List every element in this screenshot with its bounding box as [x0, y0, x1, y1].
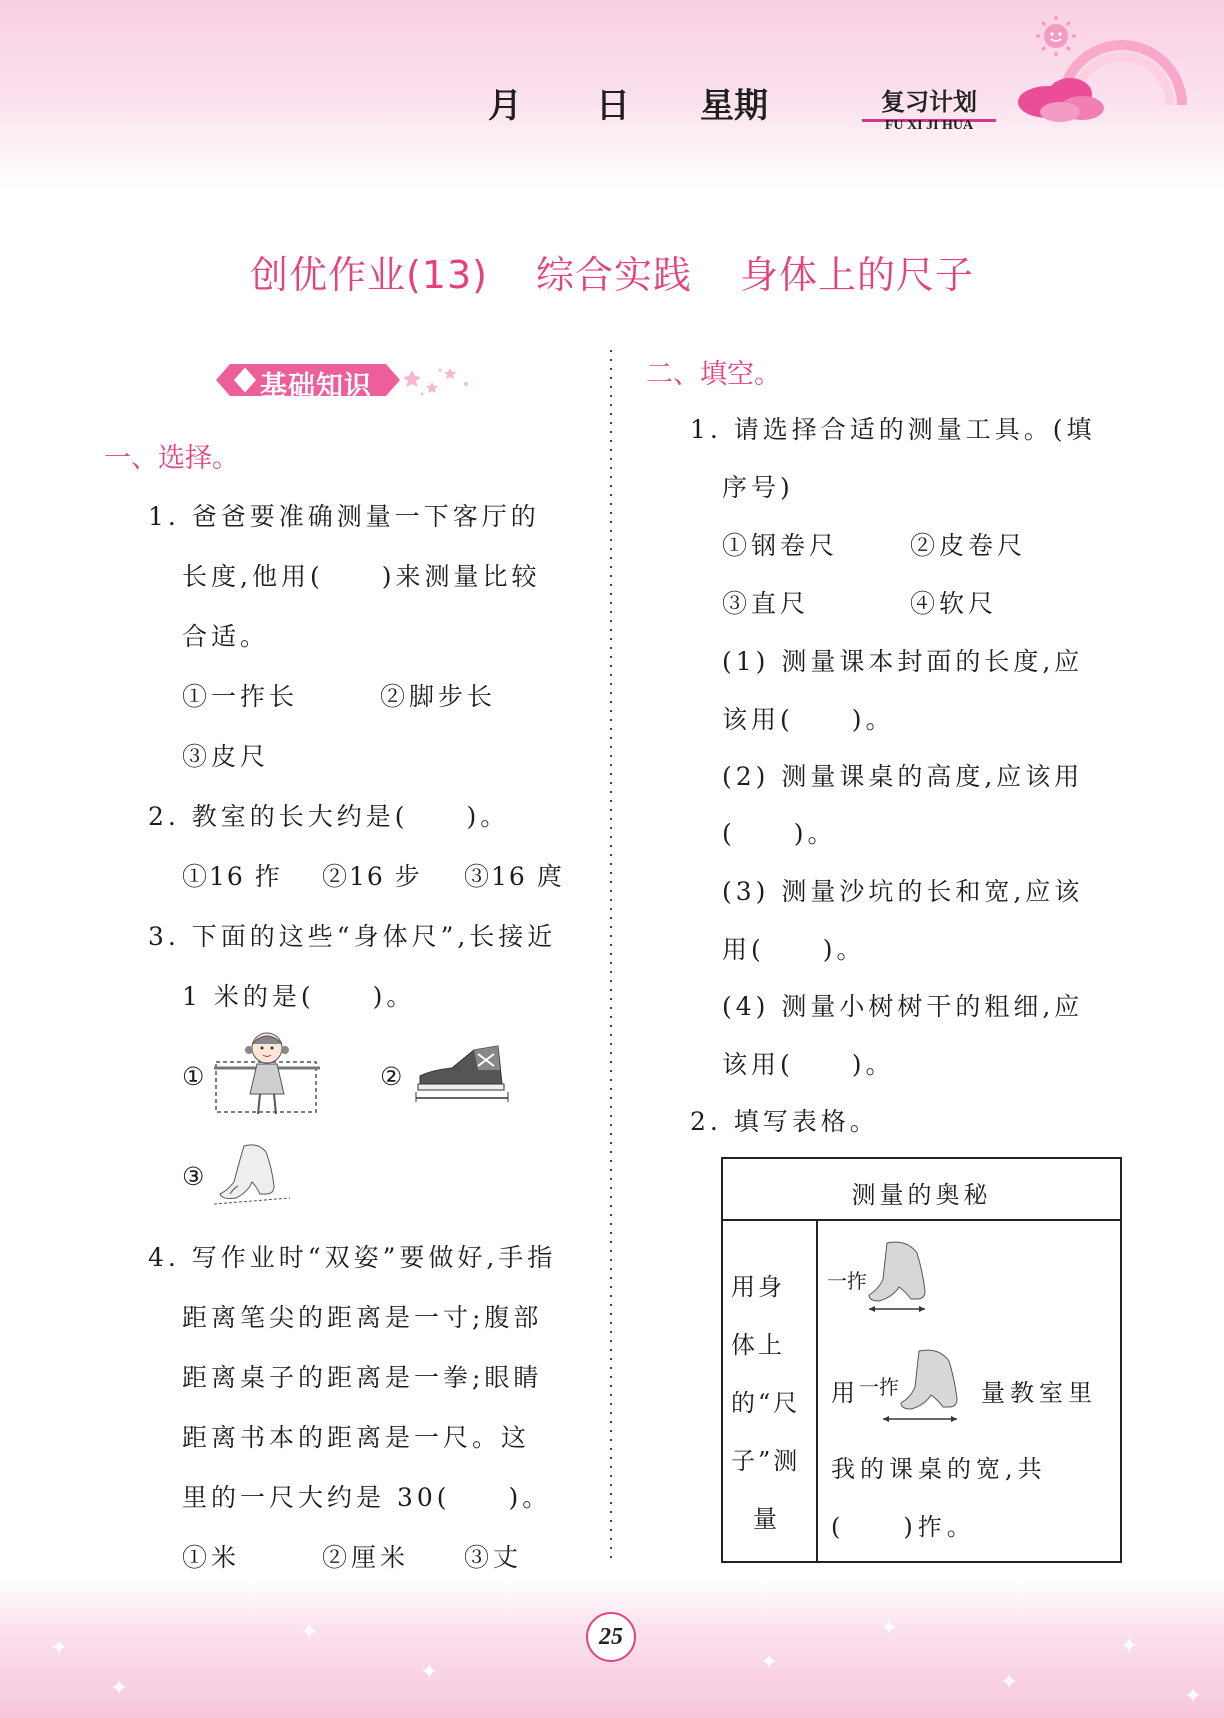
sparkle-icon: ✦: [1000, 1670, 1019, 1695]
title-part1: 创优作业(13): [249, 253, 488, 297]
sun-rainbow-cloud-icon: [1012, 10, 1202, 130]
sub3-line1: (3) 测量沙坑的长和宽,应该: [722, 877, 1084, 906]
row-prefix: 用: [831, 1379, 860, 1407]
q1-line3: 合适。: [182, 622, 270, 651]
left-line-5: 量: [753, 1505, 780, 1533]
sub2-line1: (2) 测量课桌的高度,应该用: [722, 762, 1084, 791]
q3-option-a-label: ①: [182, 1062, 209, 1091]
hand-span-label-2: 一拃: [859, 1375, 899, 1399]
s2-q1-line1: 1. 请选择合适的测量工具。(填: [690, 415, 1096, 444]
q1-line1: 1. 爸爸要准确测量一下客厅的: [148, 502, 540, 531]
q1-option-c: ③皮尺: [182, 742, 270, 771]
tool-option-1: ①钢卷尺: [722, 531, 839, 560]
section-badge: [216, 360, 476, 400]
left-line-3: 的“尺: [731, 1389, 801, 1417]
q1-line2: 长度,他用( )来测量比较: [182, 562, 541, 591]
s2-q1-line2: 序号): [722, 473, 794, 502]
q3-line2: 1 米的是( )。: [182, 982, 416, 1011]
q1-option-b: ②脚步长: [380, 682, 497, 711]
sub4-line2: 该用( )。: [722, 1050, 895, 1079]
brand-logo: [862, 82, 996, 138]
page-number: 25: [586, 1612, 636, 1662]
title-part3: 身体上的尺子: [740, 253, 975, 297]
sparkle-icon: ✦: [880, 1616, 899, 1641]
brand-cn: 复习计划: [862, 82, 996, 122]
hand-span-icon: [208, 1142, 298, 1210]
s2-q2-line1: 2. 填写表格。: [690, 1107, 879, 1136]
title-part2: 综合实践: [535, 253, 692, 297]
measure-table: [721, 1157, 1122, 1563]
left-line-1: 用身: [731, 1273, 785, 1301]
left-line-4: 子”测: [731, 1447, 801, 1475]
table-header: 测量的奥秘: [851, 1181, 992, 1209]
table-left-cell: [723, 1221, 818, 1561]
sparkle-icon: ✦: [760, 1650, 779, 1675]
sparkle-icon: ✦: [1184, 1684, 1203, 1709]
q4-line5: 里的一尺大约是 30( )。: [182, 1483, 552, 1512]
brand-en: FU XI JI HUA: [884, 118, 974, 133]
q2-option-a: ①16 拃: [182, 862, 282, 891]
section1-heading: 一、选择。: [104, 443, 239, 474]
tool-option-2: ②皮卷尺: [910, 531, 1027, 560]
left-line-2: 体上: [731, 1331, 785, 1359]
month-label: 月: [488, 86, 522, 126]
sparkle-icon: ✦: [420, 1660, 439, 1685]
badge-label: 基础知识: [260, 371, 372, 402]
q1-option-a: ①一拃长: [182, 682, 299, 711]
tool-option-3: ③直尺: [722, 589, 810, 618]
day-label: 日: [596, 86, 630, 126]
weekday-label: 星期: [700, 86, 768, 126]
q3-option-b-label: ②: [380, 1062, 407, 1091]
shoe-length-icon: [412, 1040, 512, 1104]
tool-option-4: ④软尺: [910, 589, 998, 618]
q4-option-b: ②厘米: [322, 1543, 410, 1572]
sparkle-icon: ✦: [300, 1620, 319, 1645]
page-title: [0, 244, 1224, 299]
q4-option-a: ①米: [182, 1543, 241, 1572]
q4-line2: 距离笔尖的距离是一寸;腹部: [182, 1303, 543, 1332]
row2-text: 我的课桌的宽,共: [831, 1455, 1047, 1483]
q3-option-c-label: ③: [182, 1162, 209, 1191]
q4-option-c: ③丈: [464, 1543, 523, 1572]
q2-line1: 2. 教室的长大约是( )。: [148, 802, 510, 831]
sub3-line2: 用( )。: [722, 935, 866, 964]
sparkle-icon: ✦: [1120, 1634, 1139, 1659]
hand-span-measure-icon: [847, 1239, 937, 1317]
sub2-line2: ( )。: [722, 819, 837, 848]
q2-option-b: ②16 步: [322, 862, 422, 891]
girl-arm-span-icon: [212, 1028, 322, 1118]
hand-span-measure-2-icon: [881, 1347, 967, 1427]
q3-line1: 3. 下面的这些“身体尺”,长接近: [148, 922, 557, 951]
table-header-row: [723, 1159, 1120, 1221]
sub1-line1: (1) 测量课本封面的长度,应: [722, 647, 1084, 676]
sub4-line1: (4) 测量小树树干的粗细,应: [722, 992, 1084, 1021]
date-line: [0, 78, 800, 126]
q4-line1: 4. 写作业时“双姿”要做好,手指: [148, 1243, 557, 1272]
section2-heading: 二、填空。: [646, 359, 781, 390]
q2-option-c: ③16 庹: [464, 862, 564, 891]
row3-text: ( )拃。: [831, 1513, 976, 1541]
sparkle-icon: ✦: [110, 1676, 129, 1701]
hand-span-label-1: 一拃: [827, 1269, 867, 1293]
row-suffix: 量教室里: [981, 1379, 1097, 1407]
column-divider: [610, 350, 612, 1565]
q4-line3: 距离桌子的距离是一拳;眼睛: [182, 1363, 543, 1392]
sparkle-icon: ✦: [50, 1636, 69, 1661]
q4-line4: 距离书本的距离是一尺。这: [182, 1423, 531, 1452]
sub1-line2: 该用( )。: [722, 705, 895, 734]
